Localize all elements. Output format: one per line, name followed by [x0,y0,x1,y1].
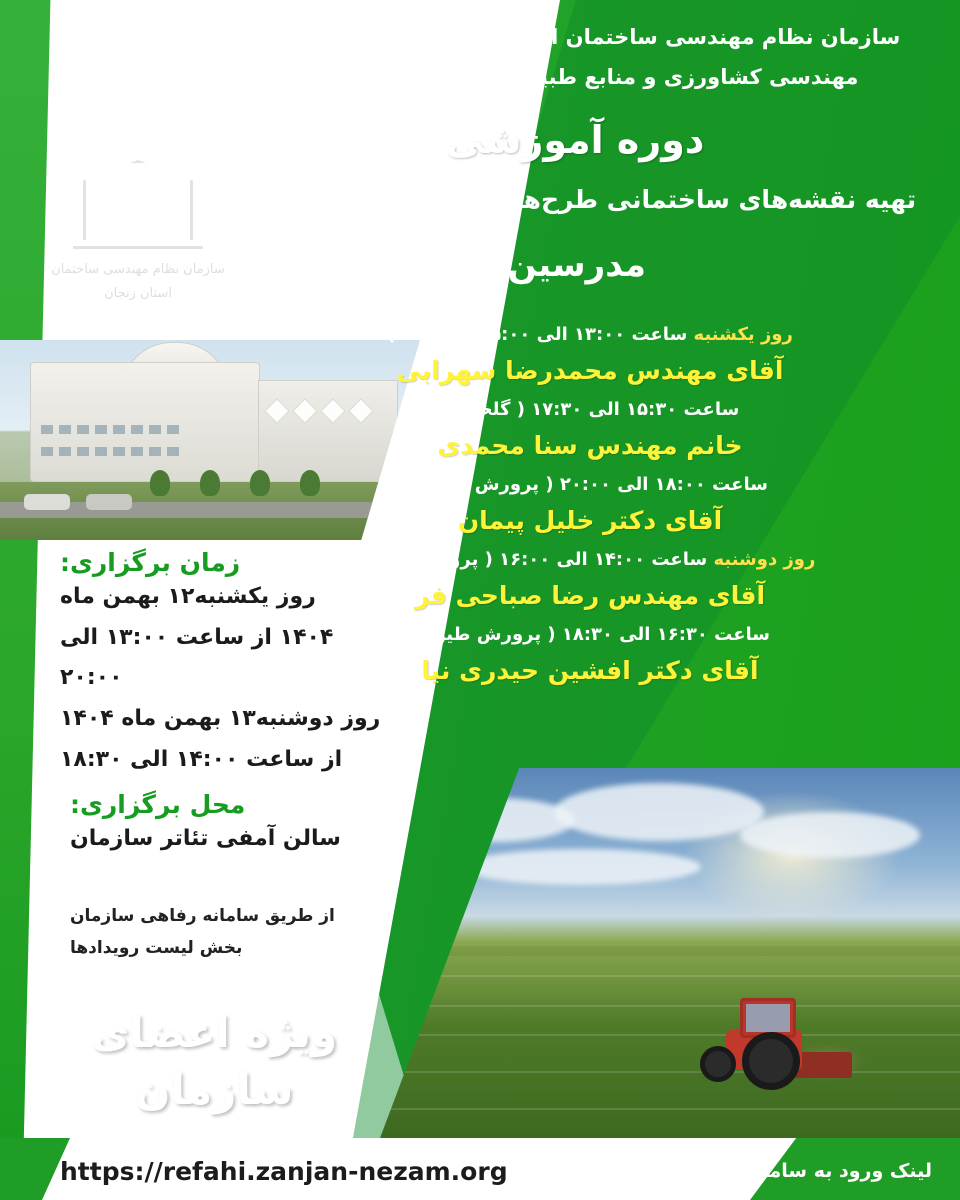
watermark-line-2: استان زنجان [104,286,172,302]
schedule-line-2: ۱۴۰۴ از ساعت ۱۳:۰۰ الی ۲۰:۰۰ [60,624,334,691]
window-row [41,425,179,434]
organization-watermark-logo [48,160,228,350]
building-main-block [30,362,260,482]
watermark-emblem-icon [83,160,193,240]
tractor [690,994,840,1090]
registration-url-link[interactable]: https://refahi.zanjan-nezam.org [60,1157,508,1186]
schedule-line-4: از ساعت ۱۴:۰۰ الی ۱۸:۳۰ [60,746,343,772]
schedule-line-3: روز دوشنبه۱۳ بهمن ماه ۱۴۰۴ [60,706,381,732]
members-only-line-2: سازمان [134,1064,294,1114]
furrow-line [380,1034,960,1036]
cloud [554,783,764,841]
venue-value: سالن آمفی تئاتر سازمان [70,826,341,851]
session-instructor: آقای مهندس محمدرضا سهرابی [396,356,784,386]
schedule-line-1: روز یکشنبه۱۲ بهمن ماه [60,584,316,609]
session-instructor: خانم مهندس سنا محمدی [437,431,743,461]
instructors-heading: مدرسین: [494,245,646,285]
crop-band [380,946,960,956]
session-day: روز یکشنبه [693,324,793,345]
registration-line-1: از طریق سامانه رفاهی سازمان [70,906,335,926]
schedule-block [60,548,400,780]
members-only-note [64,1005,364,1118]
session-time-text: ساعت ۱۸:۰۰ الی ۲۰:۰۰ ( پرورش قارچ ) [412,473,768,495]
tractor-rear-wheel [742,1032,800,1090]
session-item [240,318,940,391]
watermark-rule [73,246,203,249]
session-time [240,393,940,427]
session-time-text: ساعت ۱۳:۰۰ الی ۱۵:۰۰ ( شیلات ) [387,324,694,345]
session-time [240,318,940,352]
window-row [41,447,179,456]
tractor-cabin-window [746,1004,790,1032]
cloud [461,849,701,885]
registration-line-2: بخش لیست رویدادها [70,938,243,959]
tractor-front-wheel [700,1046,736,1082]
furrow-line [380,1071,960,1073]
furrow-line [380,975,960,977]
registration-note [70,900,370,965]
session-day: روز دوشنبه [713,548,816,570]
session-instructor: آقای دکتر خلیل پیمان [457,506,723,536]
course-title: تهیه نقشه‌های ساختمانی طرح‌های کشاورزی و دامداری [235,185,917,214]
session-time-text: ساعت ۱۵:۳۰ الی ۱۷:۳۰ ( گلخانه ) [440,398,740,420]
tree [200,470,220,496]
registration-url-label: لینک ورود به سامانه رفاهی: [666,1160,932,1182]
parked-car [86,494,132,510]
session-time-text: ساعت ۱۴:۰۰ الی ۱۶:۰۰ ( پرورش دام ) [364,548,714,570]
session-time-text: ساعت ۱۶:۳۰ الی ۱۸:۳۰ ( پرورش طیور ) [410,623,770,645]
session-instructor: آقای دکتر افشین حیدری نیا [421,655,759,685]
furrow-line [380,1005,960,1007]
session-time [240,468,940,502]
course-label: دوره آموزشی [445,118,705,162]
venue-block [70,790,400,860]
session-item [240,468,940,541]
cloud [740,812,920,858]
session-instructor: آقای مهندس رضا صباحی فر [414,581,766,610]
schedule-label: زمان برگزاری: [60,548,241,577]
tree [150,470,170,496]
members-only-line-1: ویژه اعضای [90,1008,338,1057]
organizer-header: سازمان نظام مهندسی ساختمان استان زنجان با همکاری سازمان نظام مهندسی کشاورزی و منابع طبیعی استان زنجان برگزار می‌کند: [171,25,901,89]
venue-label: محل برگزاری: [70,790,246,819]
watermark-line-1: سازمان نظام مهندسی ساختمان [51,262,225,277]
session-item [240,393,940,466]
parked-car [24,494,70,510]
furrow-line [380,1108,960,1110]
